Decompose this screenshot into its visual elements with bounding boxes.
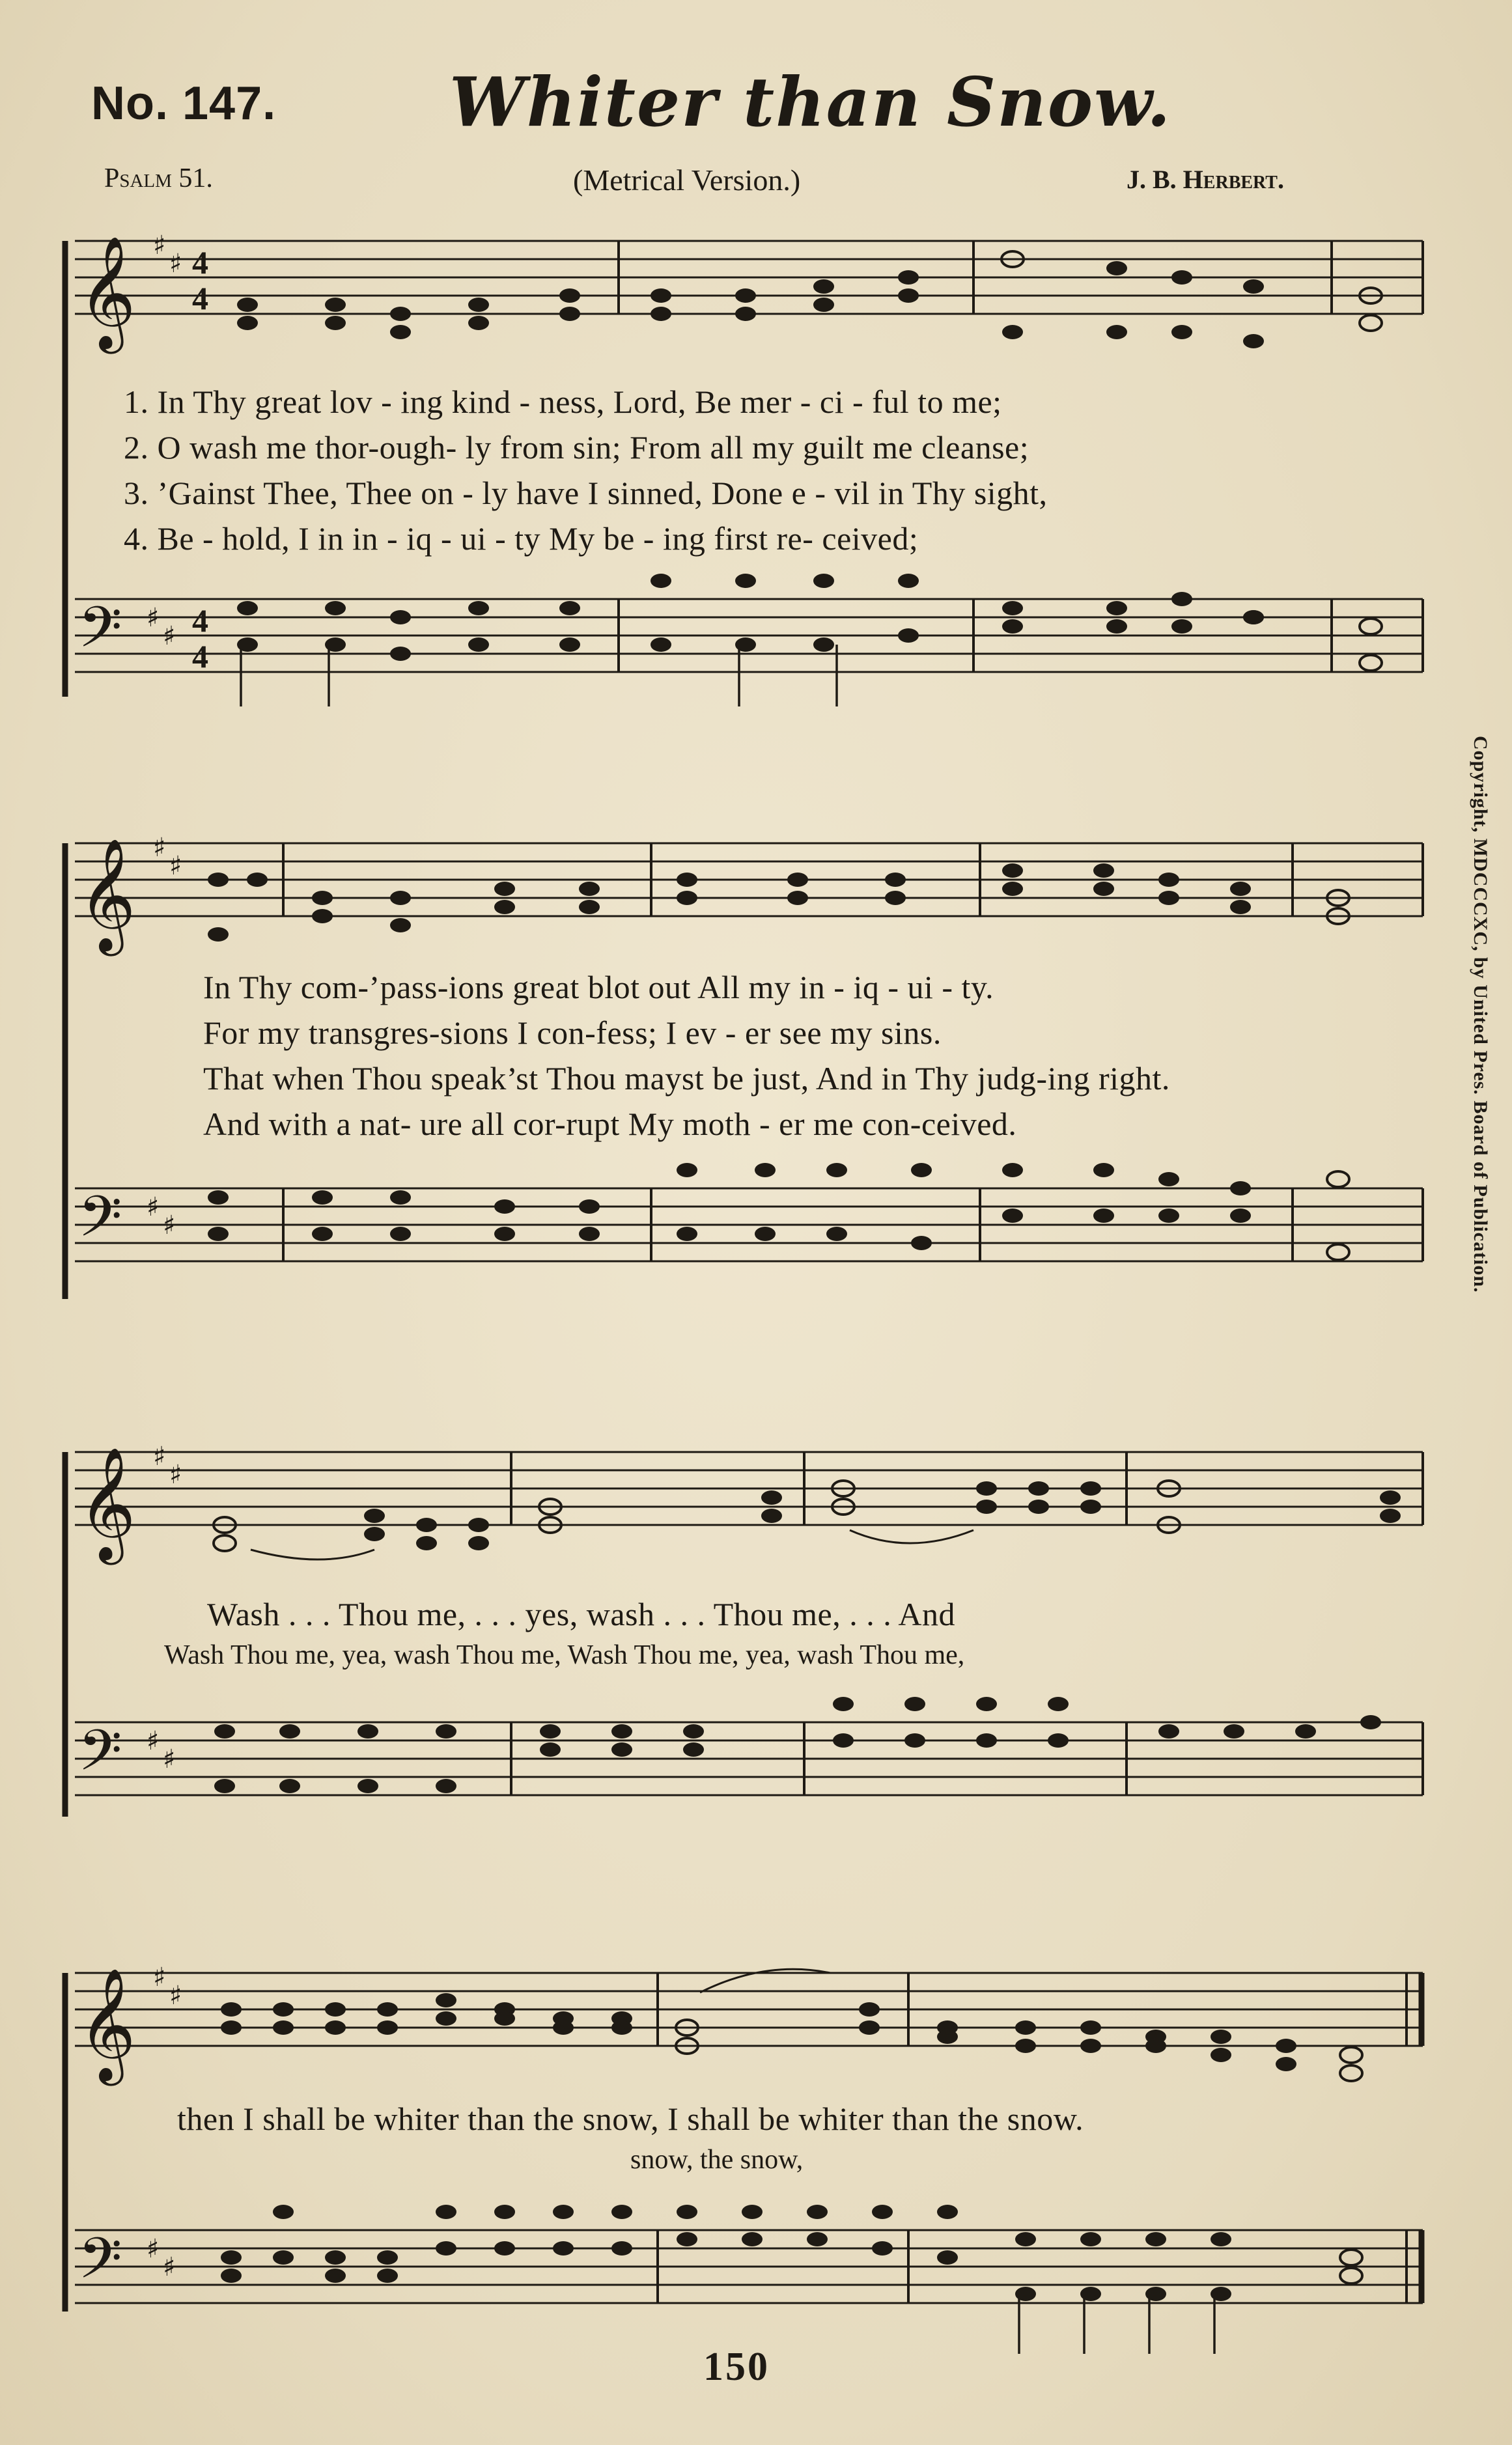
system-2-verse-3: That when Thou speak’st Thou mayst be just, And in Thy judg-ing right. bbox=[203, 1060, 1170, 1097]
svg-text:♯: ♯ bbox=[169, 1981, 182, 2011]
system-1-verse-1: 1. In Thy great lov - ing kind - ness, Lord, Be mer - ci - ful to me; bbox=[124, 384, 1002, 420]
svg-text:♯: ♯ bbox=[169, 249, 182, 279]
svg-text:♯: ♯ bbox=[147, 603, 160, 633]
hymn-title: Whiter than Snow. bbox=[449, 62, 1172, 142]
svg-text:𝄢: 𝄢 bbox=[78, 1184, 122, 1263]
system-3-lyric: Wash . . . Thou me, . . . yes, wash . . . Thou me, . . . And bbox=[207, 1596, 956, 1632]
system-3-notes bbox=[214, 1481, 1401, 1559]
system-2-bass-notes bbox=[208, 1163, 1349, 1260]
svg-text:4: 4 bbox=[192, 638, 208, 675]
svg-text:𝄢: 𝄢 bbox=[78, 594, 122, 674]
svg-text:♯: ♯ bbox=[163, 1210, 176, 1240]
svg-text:♯: ♯ bbox=[169, 1460, 182, 1490]
system-2-bass-staff bbox=[62, 1162, 1429, 1312]
system-4-bass-lyric: snow, the snow, bbox=[630, 2145, 804, 2175]
system-3-bass-staff bbox=[62, 1696, 1429, 1846]
hymn-number: No. 147. bbox=[91, 77, 277, 130]
svg-text:𝄞: 𝄞 bbox=[78, 1968, 136, 2081]
system-1-bass-staff bbox=[62, 573, 1429, 723]
system-4-bass-notes bbox=[221, 2205, 1362, 2354]
svg-text:𝄞: 𝄞 bbox=[78, 1447, 136, 1560]
system-1-notes bbox=[237, 251, 1382, 348]
svg-text:♯: ♯ bbox=[169, 851, 182, 881]
system-3-bass-notes bbox=[214, 1697, 1381, 1793]
svg-text:♯: ♯ bbox=[153, 833, 166, 863]
system-2-verse-2: For my transgres-sions I con-fess; I ev - er see my sins. bbox=[203, 1014, 942, 1051]
system-1-verse-3: 3. ’Gainst Thee, Thee on - ly have I sinned, Done e - vil in Thy sight, bbox=[124, 475, 1048, 511]
svg-text:♯: ♯ bbox=[163, 621, 176, 651]
svg-text:♯: ♯ bbox=[147, 1192, 160, 1222]
system-4-bass-staff bbox=[62, 2204, 1429, 2354]
svg-text:4: 4 bbox=[192, 280, 208, 316]
system-3-alto-lyric: Wash Thou me, yea, wash Thou me, Wash Thou me, yea, wash Thou me, bbox=[164, 1640, 965, 1670]
system-4-notes bbox=[221, 1969, 1362, 2081]
svg-text:♯: ♯ bbox=[147, 2234, 160, 2264]
system-2-verse-4: And with a nat- ure all cor-rupt My moth - er me con-ceived. bbox=[203, 1106, 1017, 1142]
svg-text:♯: ♯ bbox=[153, 1442, 166, 1472]
composer-name: J. B. Herbert. bbox=[1127, 165, 1284, 194]
svg-text:♯: ♯ bbox=[147, 1726, 160, 1756]
svg-text:𝄞: 𝄞 bbox=[78, 236, 136, 349]
system-4-treble-staff bbox=[62, 1947, 1429, 2097]
page-number: 150 bbox=[703, 2345, 770, 2389]
svg-text:♯: ♯ bbox=[153, 231, 166, 260]
svg-text:𝄢: 𝄢 bbox=[78, 2226, 122, 2305]
svg-text:4: 4 bbox=[192, 244, 208, 281]
system-1-treble-staff bbox=[62, 215, 1429, 365]
system-1-verse-2: 2. O wash me thor-ough- ly from sin; From all my guilt me cleanse; bbox=[124, 429, 1029, 466]
system-1-bass-notes bbox=[237, 574, 1382, 706]
system-4-lyric: then I shall be whiter than the snow, I shall be whiter than the snow. bbox=[177, 2101, 1084, 2137]
svg-text:4: 4 bbox=[192, 602, 208, 639]
svg-text:𝄢: 𝄢 bbox=[78, 1718, 122, 1797]
svg-text:♯: ♯ bbox=[163, 2252, 176, 2282]
system-2-notes bbox=[208, 863, 1349, 942]
svg-text:♯: ♯ bbox=[163, 1744, 176, 1774]
system-1-verse-4: 4. Be - hold, I in in - iq - ui - ty My be - ing first re- ceived; bbox=[124, 520, 919, 557]
system-2-verse-1: In Thy com-’pass-ions great blot out All my in - iq - ui - ty. bbox=[203, 969, 994, 1005]
copyright-notice: Copyright, MDCCCXC, by United Pres. Board of Publication. bbox=[1470, 736, 1491, 1293]
psalm-reference: Psalm 51. bbox=[104, 163, 213, 193]
version-note: (Metrical Version.) bbox=[573, 163, 801, 197]
system-3-treble-staff bbox=[62, 1426, 1429, 1576]
system-2-treble-staff bbox=[62, 817, 1429, 967]
svg-text:♯: ♯ bbox=[153, 1963, 166, 1992]
svg-text:𝄞: 𝄞 bbox=[78, 838, 136, 951]
